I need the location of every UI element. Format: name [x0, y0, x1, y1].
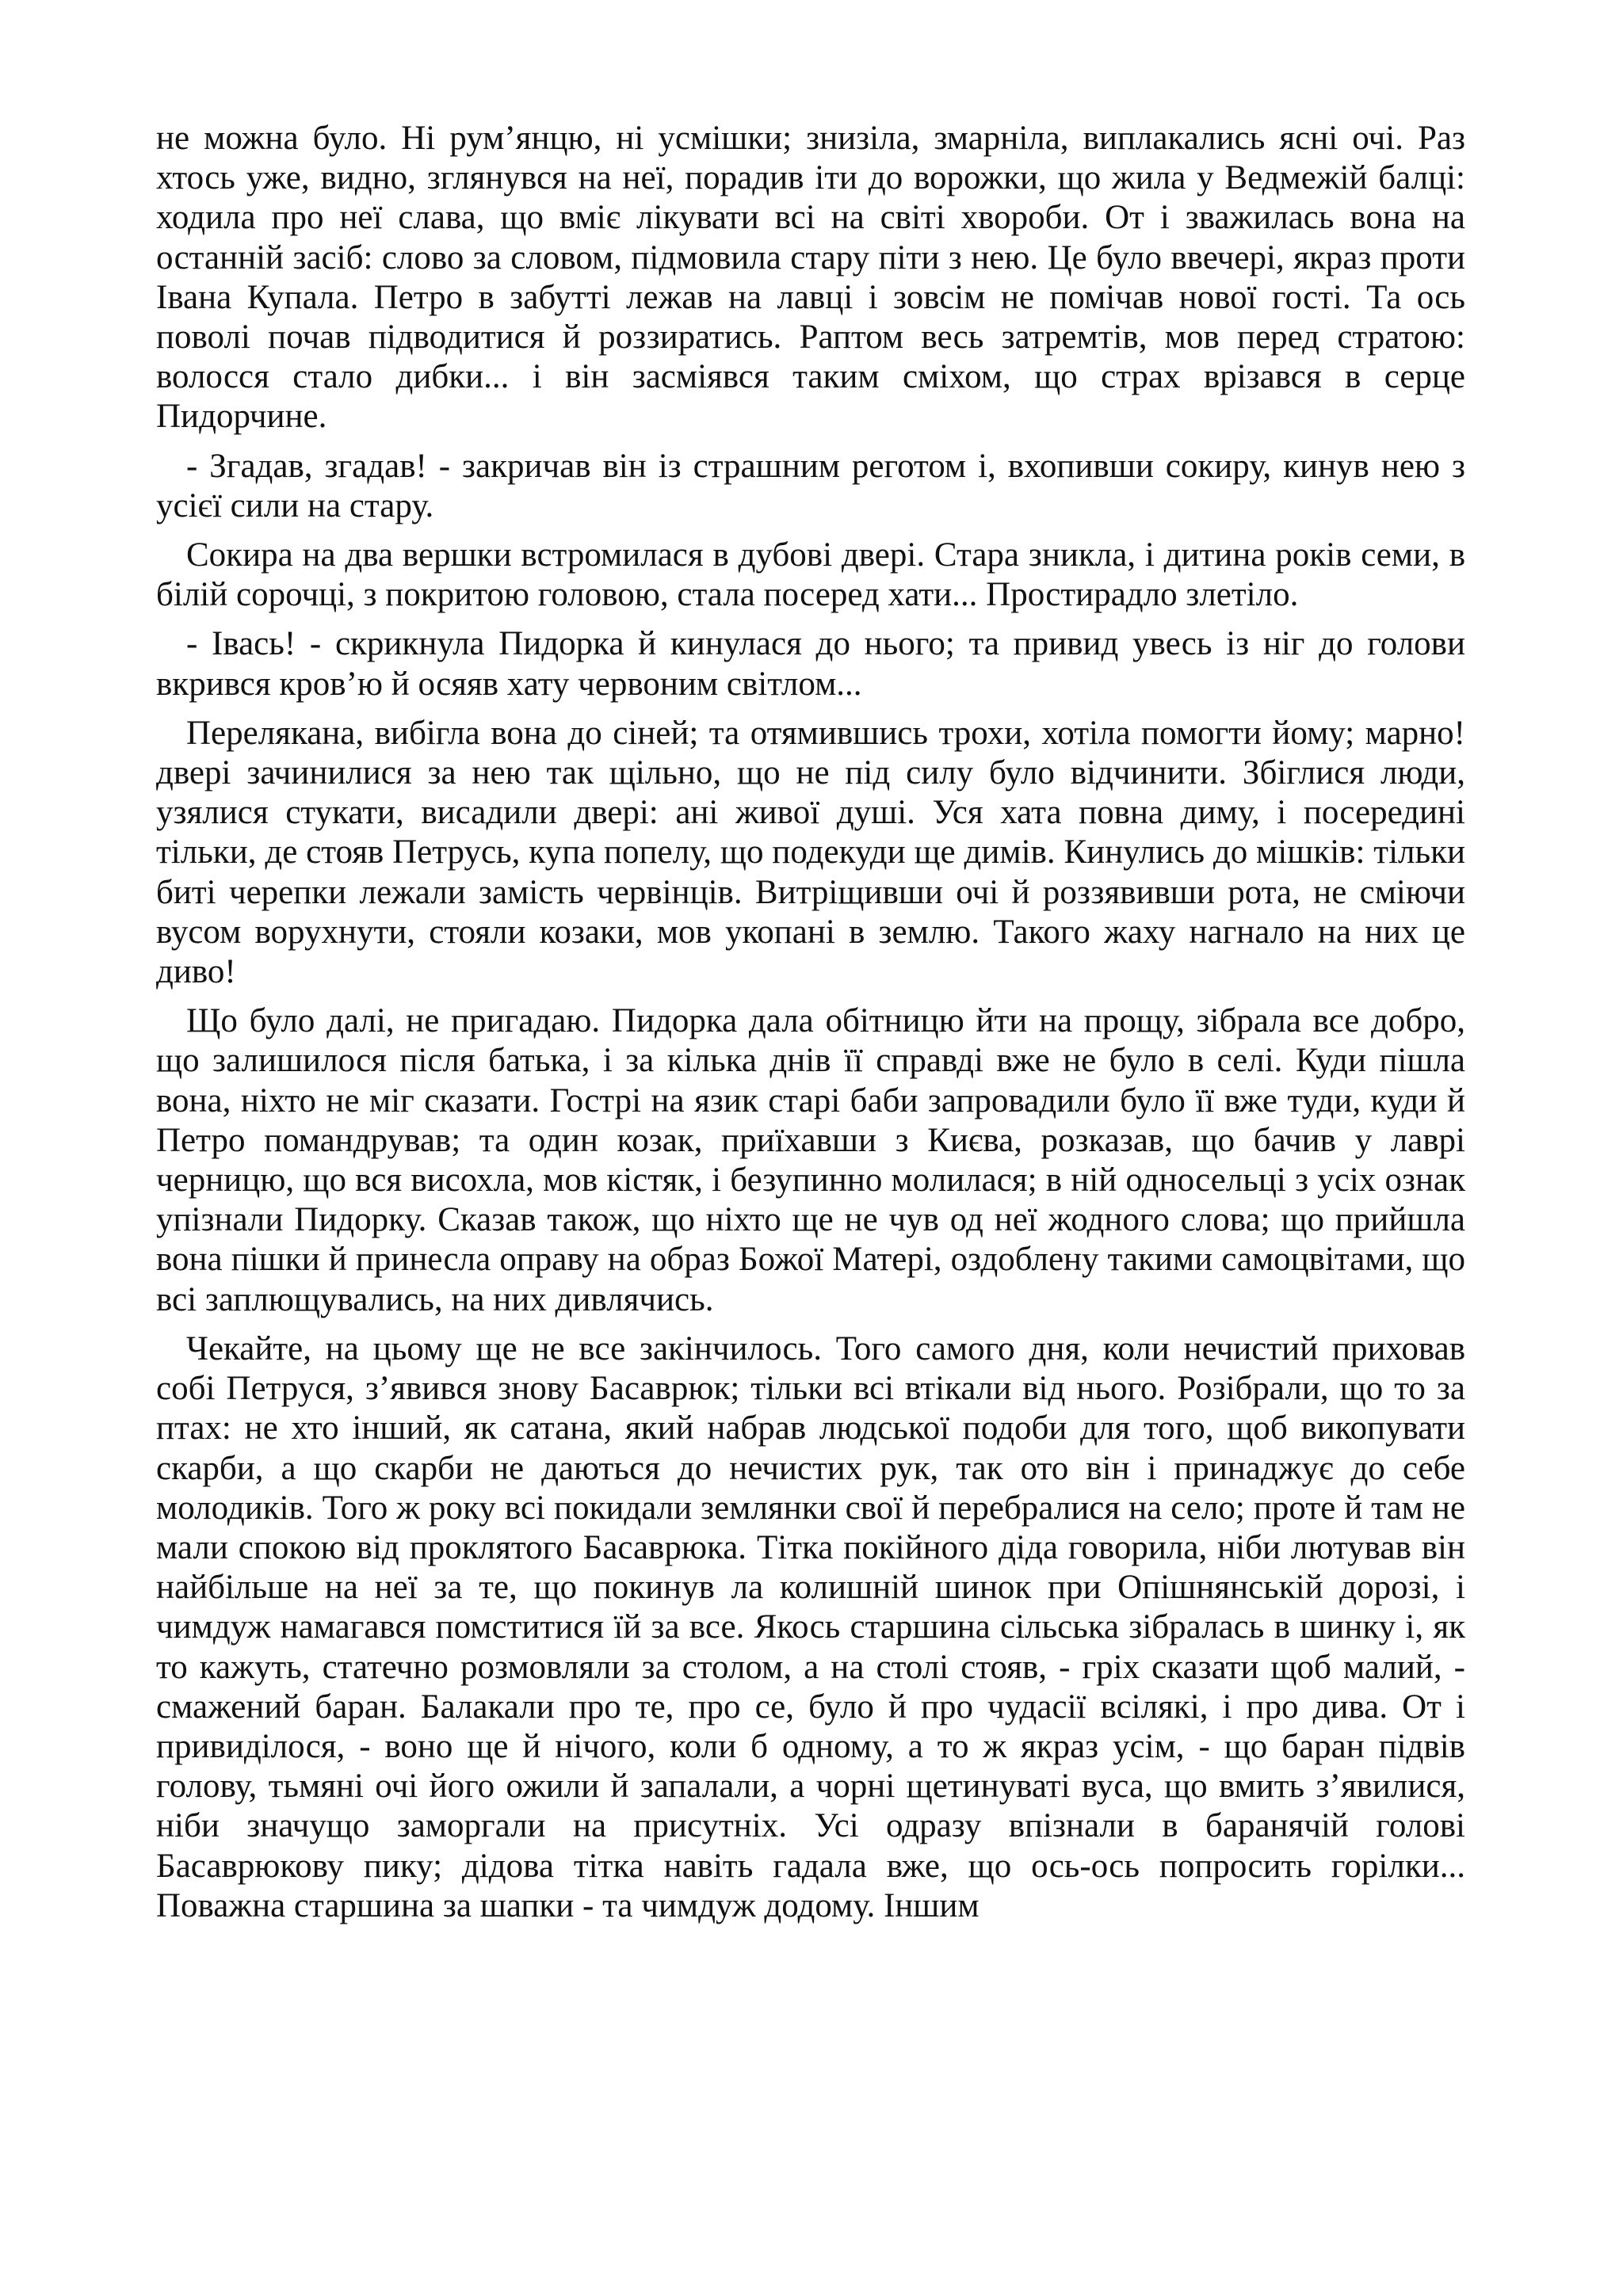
paragraph-3: Сокира на два вершки встромилася в дубові двері. Стара зникла, і дитина років семи, в білій сорочці, з покритою головою, стала посеред хати... Простирадло злетіло. — [156, 536, 1465, 614]
paragraph-1: не можна було. Ні рум’янцю, ні усмішки; знизіла, змарніла, виплакались ясні очі. Раз хтось уже, видно, зглянувся на неї, порадив іти до ворожки, що жила у Ведмежій балці: ходила про неї слава, що вміє лікувати всі на світі хвороби. От і зважилась вона на останній засіб: слово за словом, підмовила стару піти з нею. Це було ввечері, якраз проти Івана Купала. Петро в забутті лежав на лавці і зовсім не помічав нової гості. Та ось поволі почав підводитися й роззиратись. Раптом весь затремтів, мов перед стратою: волосся стало дибки... і він засміявся таким сміхом, що страх врізався в серце Пидорчине. — [156, 120, 1465, 436]
book-page — [156, 119, 1465, 1926]
paragraph-5: Перелякана, вибігла вона до сіней; та отямившись трохи, хотіла помогти йому; марно! двері зачинилися за нею так щільно, що не під силу було відчинити. Збіглися люди, узялися стукати, висадили двері: ані живої душі. Уся хата повна диму, і посередині тільки, де стояв Петрусь, купа попелу, що подекуди ще димів. Кинулись до мішків: тільки биті черепки лежали замість червінців. Витріщивши очі й роззявивши рота, не сміючи вусом ворухнути, стояли козаки, мов укопані в землю. Такого жаху нагнало на них це диво! — [156, 714, 1465, 991]
paragraph-7: Чекайте, на цьому ще не все закінчилось. Того самого дня, коли нечистий приховав собі Петруся, з’явився знову Басаврюк; тільки всі втікали від нього. Розібрали, що то за птах: не хто інший, як сатана, який набрав людської подоби для того, щоб викопувати скарби, а що скарби не даються до нечистих рук, так ото він і принаджує до себе молодиків. Того ж року всі покидали землянки свої й перебралися на село; проте й там не мали спокою від проклятого Басаврюка. Тітка покійного діда говорила, ніби лютував він найбільше на неї за те, що покинув ла колишній шинок при Опішнянській дорозі, і чимдуж намагався помститися їй за все. Якось старшина сільська зібралась в шинку і, як то кажуть, статечно розмовляли за столом, а на столі стояв, - гріх сказати щоб малий, - смажений баран. Балакали про те, про се, було й про чудасії всілякі, і про дива. От і привиділося, - воно ще й нічого, коли б одному, а то ж якраз усім, - що баран підвів голову, тьмяні очі його ожили й запалали, а чорні щетинуваті вуса, що вмить з’явилися, ніби значущо заморгали на присутніх. Усі одразу впізнали в баранячій голові Басаврюкову пику; дідова тітка навіть гадала вже, що ось-ось попросить горілки... Поважна старшина за шапки - та чимдуж додому. Іншим — [156, 1329, 1465, 1924]
paragraph-2: - Згадав, згадав! - закричав він із страшним реготом і, вхопивши сокиру, кинув нею з усієї сили на стару. — [156, 447, 1465, 524]
paragraph-4: - Івась! - скрикнула Пидорка й кинулася до нього; та привид увесь із ніг до голови вкрився кров’ю й осяяв хату червоним світлом... — [156, 625, 1465, 703]
paragraph-6: Що було далі, не пригадаю. Пидорка дала обітницю йти на прощу, зібрала все добро, що залишилося після батька, і за кілька днів її справді вже не було в селі. Куди пішла вона, ніхто не міг сказати. Гострі на язик старі баби запровадили було її вже туди, куди й Петро помандрував; та один козак, приїхавши з Києва, розказав, що бачив у лаврі черницю, що вся висохла, мов кістяк, і безупинно молилася; в ній односельці з усіх ознак упізнали Пидорку. Сказав також, що ніхто ще не чув од неї жодного слова; що прийшла вона пішки й принесла оправу на образ Божої Матері, оздоблену такими самоцвітами, що всі заплющувались, на них дивлячись. — [156, 1002, 1465, 1318]
